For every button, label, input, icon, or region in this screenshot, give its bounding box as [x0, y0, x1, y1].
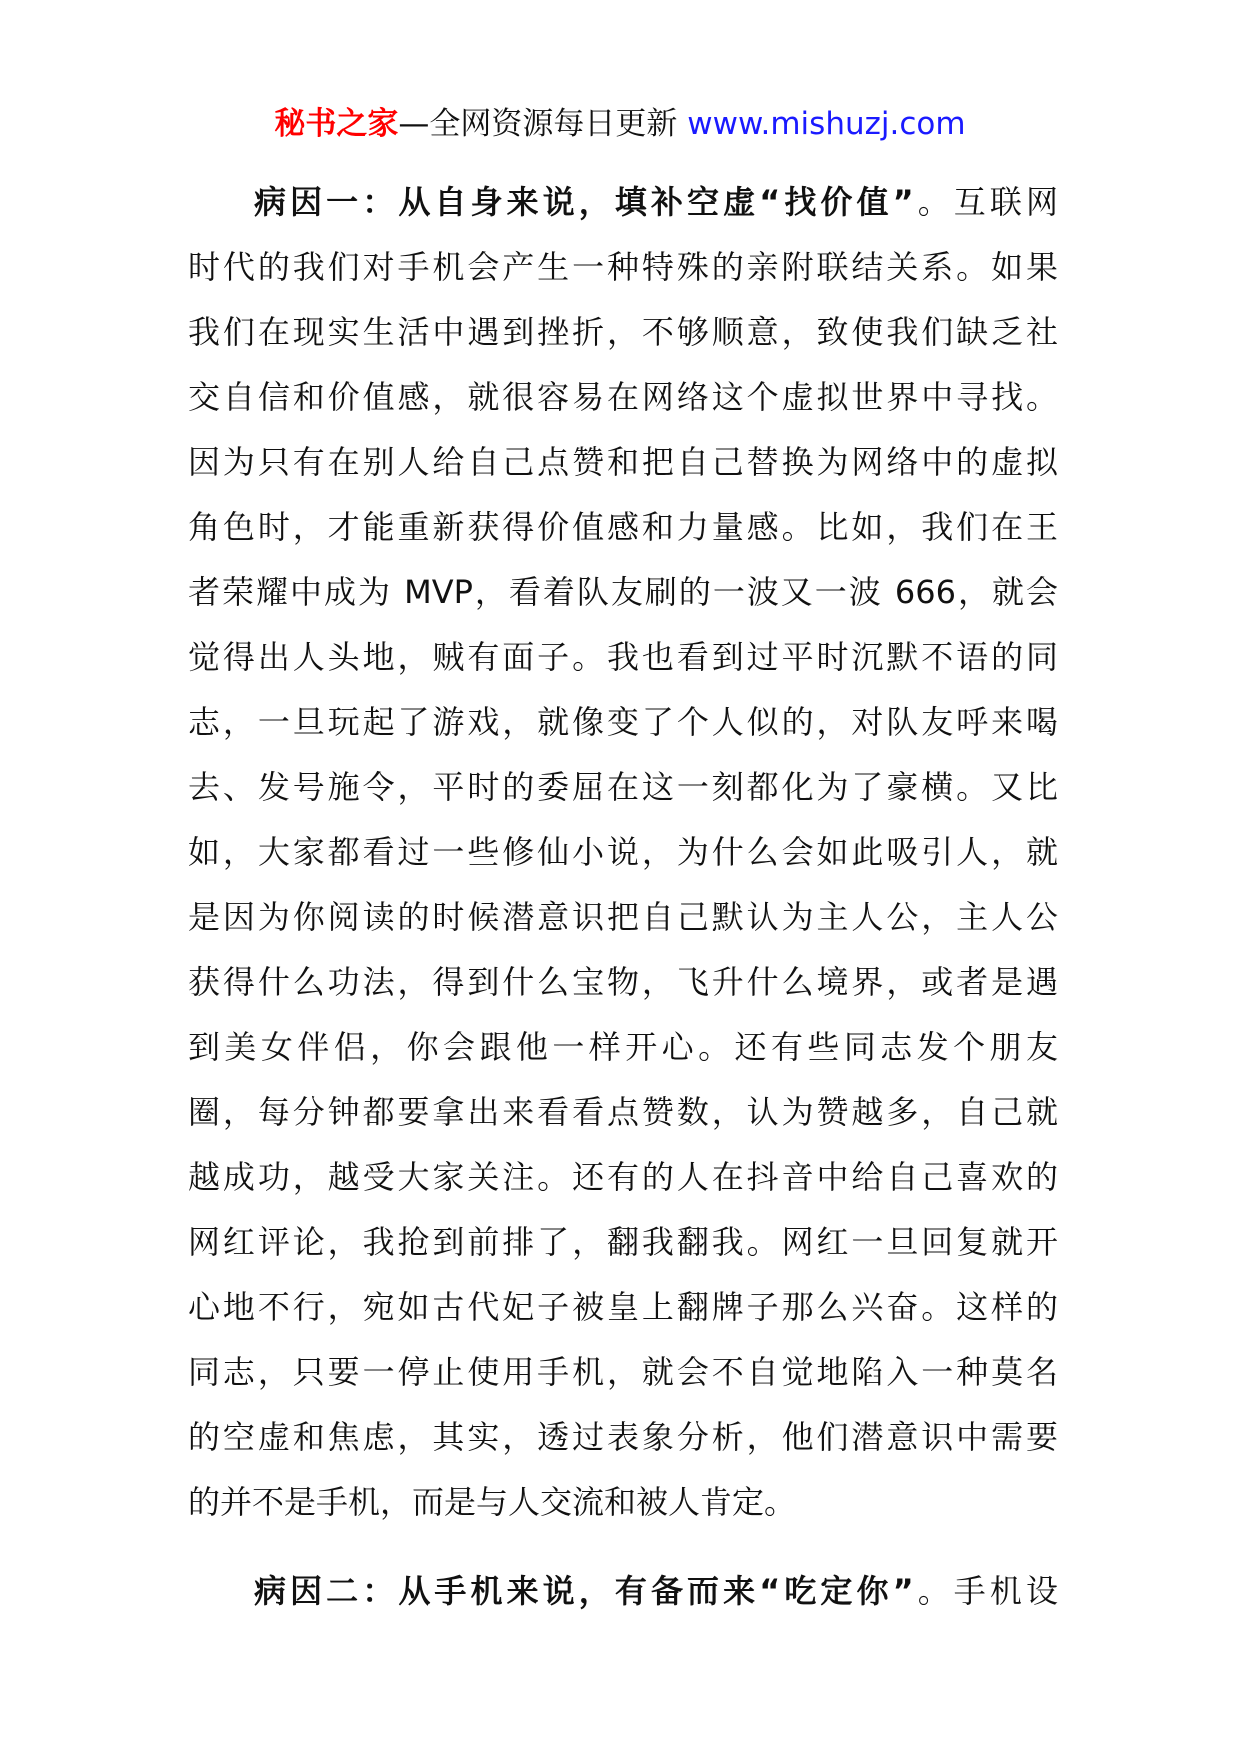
- paragraph-line: 是因为你阅读的时候潜意识把自己默认为主人公，主人公: [188, 898, 1058, 936]
- paragraph-line: 志，一旦玩起了游戏，就像变了个人似的，对队友呼来喝: [188, 703, 1058, 741]
- paragraph-line: 交自信和价值感，就很容易在网络这个虚拟世界中寻找。: [188, 378, 1058, 416]
- paragraph-last-line: 的并不是手机，而是与人交流和被人肯定。: [188, 1483, 797, 1521]
- paragraph-line: 同志，只要一停止使用手机，就会不自觉地陷入一种莫名: [188, 1353, 1058, 1391]
- page-header: [0, 104, 1240, 144]
- article-body: [188, 170, 1058, 1624]
- paragraph-line: 获得什么功法，得到什么宝物，飞升什么境界，或者是遇: [188, 963, 1058, 1001]
- paragraph-line: 时代的我们对手机会产生一种特殊的亲附联结关系。如果: [188, 248, 1058, 286]
- paragraph-line: 圈，每分钟都要拿出来看看点赞数，认为赞越多，自己就: [188, 1093, 1058, 1131]
- paragraph-line: 越成功，越受大家关注。还有的人在抖音中给自己喜欢的: [188, 1158, 1058, 1196]
- paragraph-gap: [188, 1535, 1058, 1559]
- header-tagline: —全网资源每日更新: [398, 106, 678, 142]
- paragraph-line: 到美女伴侣，你会跟他一样开心。还有些同志发个朋友: [188, 1028, 1058, 1066]
- section2-first-line: [188, 1559, 1058, 1624]
- section1-heading: 病因一：从自身来说，填补空虚“找价值”: [254, 183, 914, 221]
- paragraph-line: 心地不行，宛如古代妃子被皇上翻牌子那么兴奋。这样的: [188, 1288, 1058, 1326]
- paragraph-line: 因为只有在别人给自己点赞和把自己替换为网络中的虚拟: [188, 443, 1058, 481]
- site-url-link[interactable]: www.mishuzj.com: [687, 106, 966, 142]
- paragraph-line: 角色时，才能重新获得价值感和力量感。比如，我们在王: [188, 508, 1058, 546]
- paragraph-line: 去、发号施令，平时的委屈在这一刻都化为了豪横。又比: [188, 768, 1058, 806]
- paragraph-line: 的空虚和焦虑，其实，透过表象分析，他们潜意识中需要: [188, 1418, 1058, 1456]
- section1-first-line: [188, 170, 1058, 235]
- section2-lead: 。手机设: [913, 1572, 1058, 1610]
- brand-name: 秘书之家: [274, 106, 399, 142]
- paragraph-line: 我们在现实生活中遇到挫折，不够顺意，致使我们缺乏社: [188, 313, 1058, 351]
- paragraph-line: 觉得出人头地，贼有面子。我也看到过平时沉默不语的同: [188, 638, 1058, 676]
- paragraph-line: 网红评论，我抢到前排了，翻我翻我。网红一旦回复就开: [188, 1223, 1058, 1261]
- paragraph-line: 如，大家都看过一些修仙小说，为什么会如此吸引人，就: [188, 833, 1058, 871]
- section2-heading: 病因二：从手机来说，有备而来“吃定你”: [254, 1572, 914, 1610]
- paragraph-line: 者荣耀中成为 MVP，看着队友刷的一波又一波 666，就会: [188, 573, 1058, 611]
- section1-lead: 。互联网: [913, 183, 1058, 221]
